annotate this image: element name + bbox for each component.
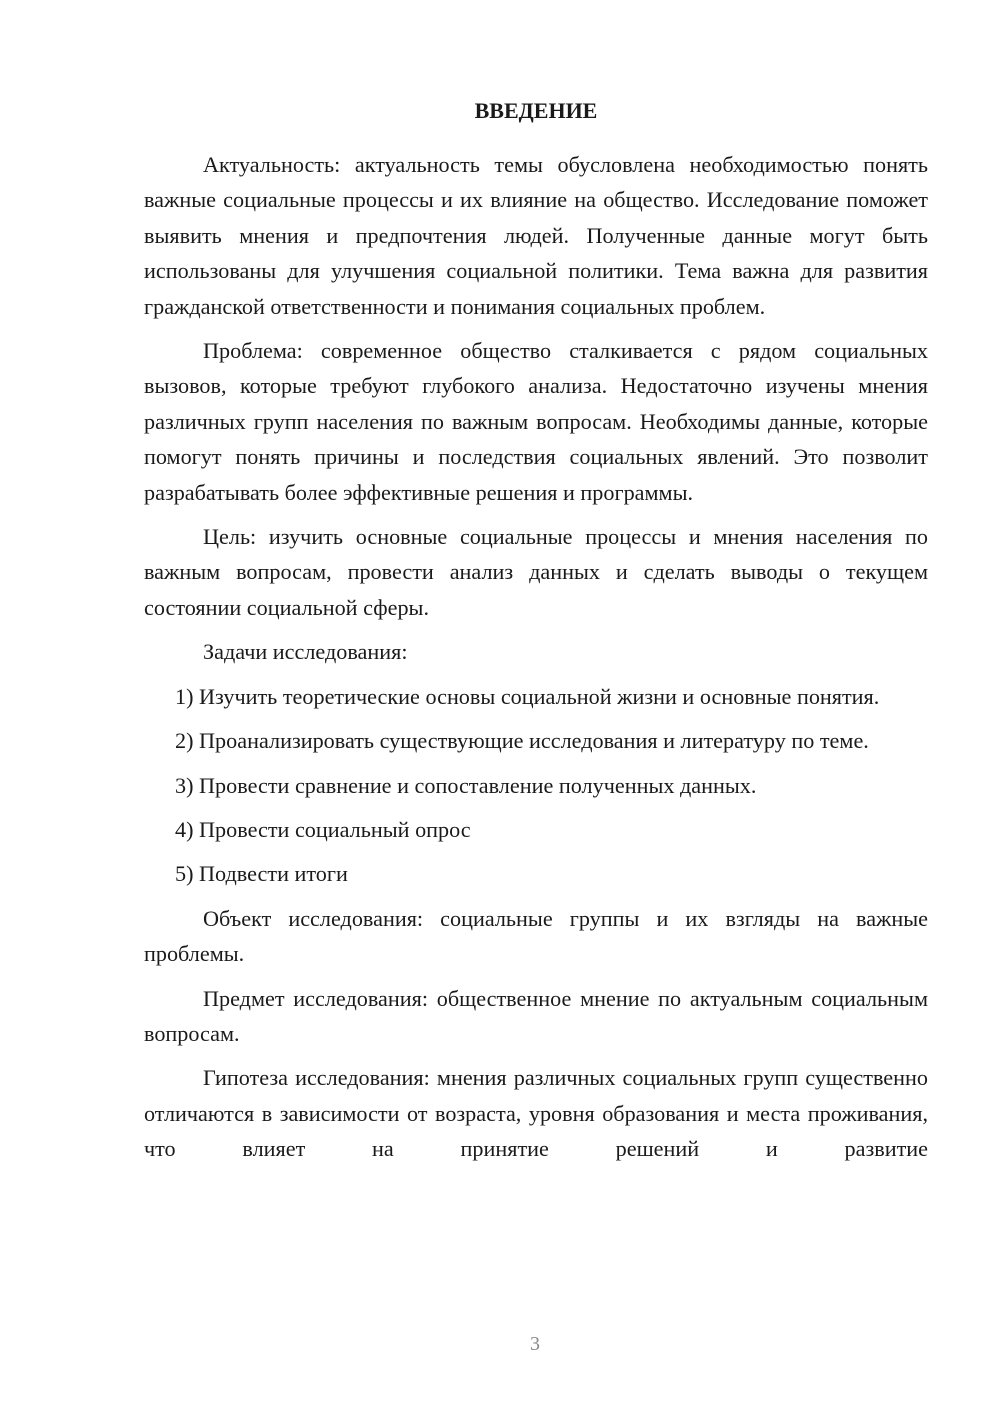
hypothesis-paragraph: Гипотеза исследования: мнения различных социальных групп существенно отличаются в зависимости от возраста, уровня образования и места проживания, что влияет на принятие решений и развитие [144,1065,928,1162]
tasks-heading: Задачи исследования: [203,639,408,665]
object-paragraph: Объект исследования: социальные группы и их взгляды на важные проблемы. [144,905,928,967]
task-item: 4) Провести социальный опрос [175,816,471,842]
page-title: ВВЕДЕНИЕ [474,98,598,123]
task-item: 3) Провести сравнение и сопоставление полученных данных. [175,772,757,798]
task-item: 2) Проанализировать существующие исследования и литературу по теме. [175,728,869,754]
subject-paragraph: Предмет исследования: общественное мнение по актуальным социальным вопросам. [144,985,928,1046]
task-item: 5) Подвести итоги [175,861,348,887]
task-item: 1) Изучить теоретические основы социальной жизни и основные понятия. [175,683,880,709]
problem-paragraph: Проблема: современное общество сталкивается с рядом социальных вызовов, которые требуют глубокого анализа. Недостаточно изучены мнения различных групп населения по важным вопросам. Необходимы данные, которые помогут понять причины и последствия социальных явлений. Это позволит разрабатывать более эффективные решения и программы. [144,338,928,505]
relevance-paragraph: Актуальность: актуальность темы обусловлена необходимостью понять важные социальные процессы и их влияние на общество. Исследование поможет выявить мнения и предпочтения людей. Полученные данные могут быть использованы для улучшения социальной политики. Тема важна для развития гражданской ответственности и понимания социальных проблем. [144,152,928,319]
goal-paragraph: Цель: изучить основные социальные процессы и мнения населения по важным вопросам, провести анализ данных и сделать выводы о текущем состоянии социальной сферы. [144,524,928,620]
page-number: 3 [530,1333,540,1355]
document-page [144,96,928,1176]
